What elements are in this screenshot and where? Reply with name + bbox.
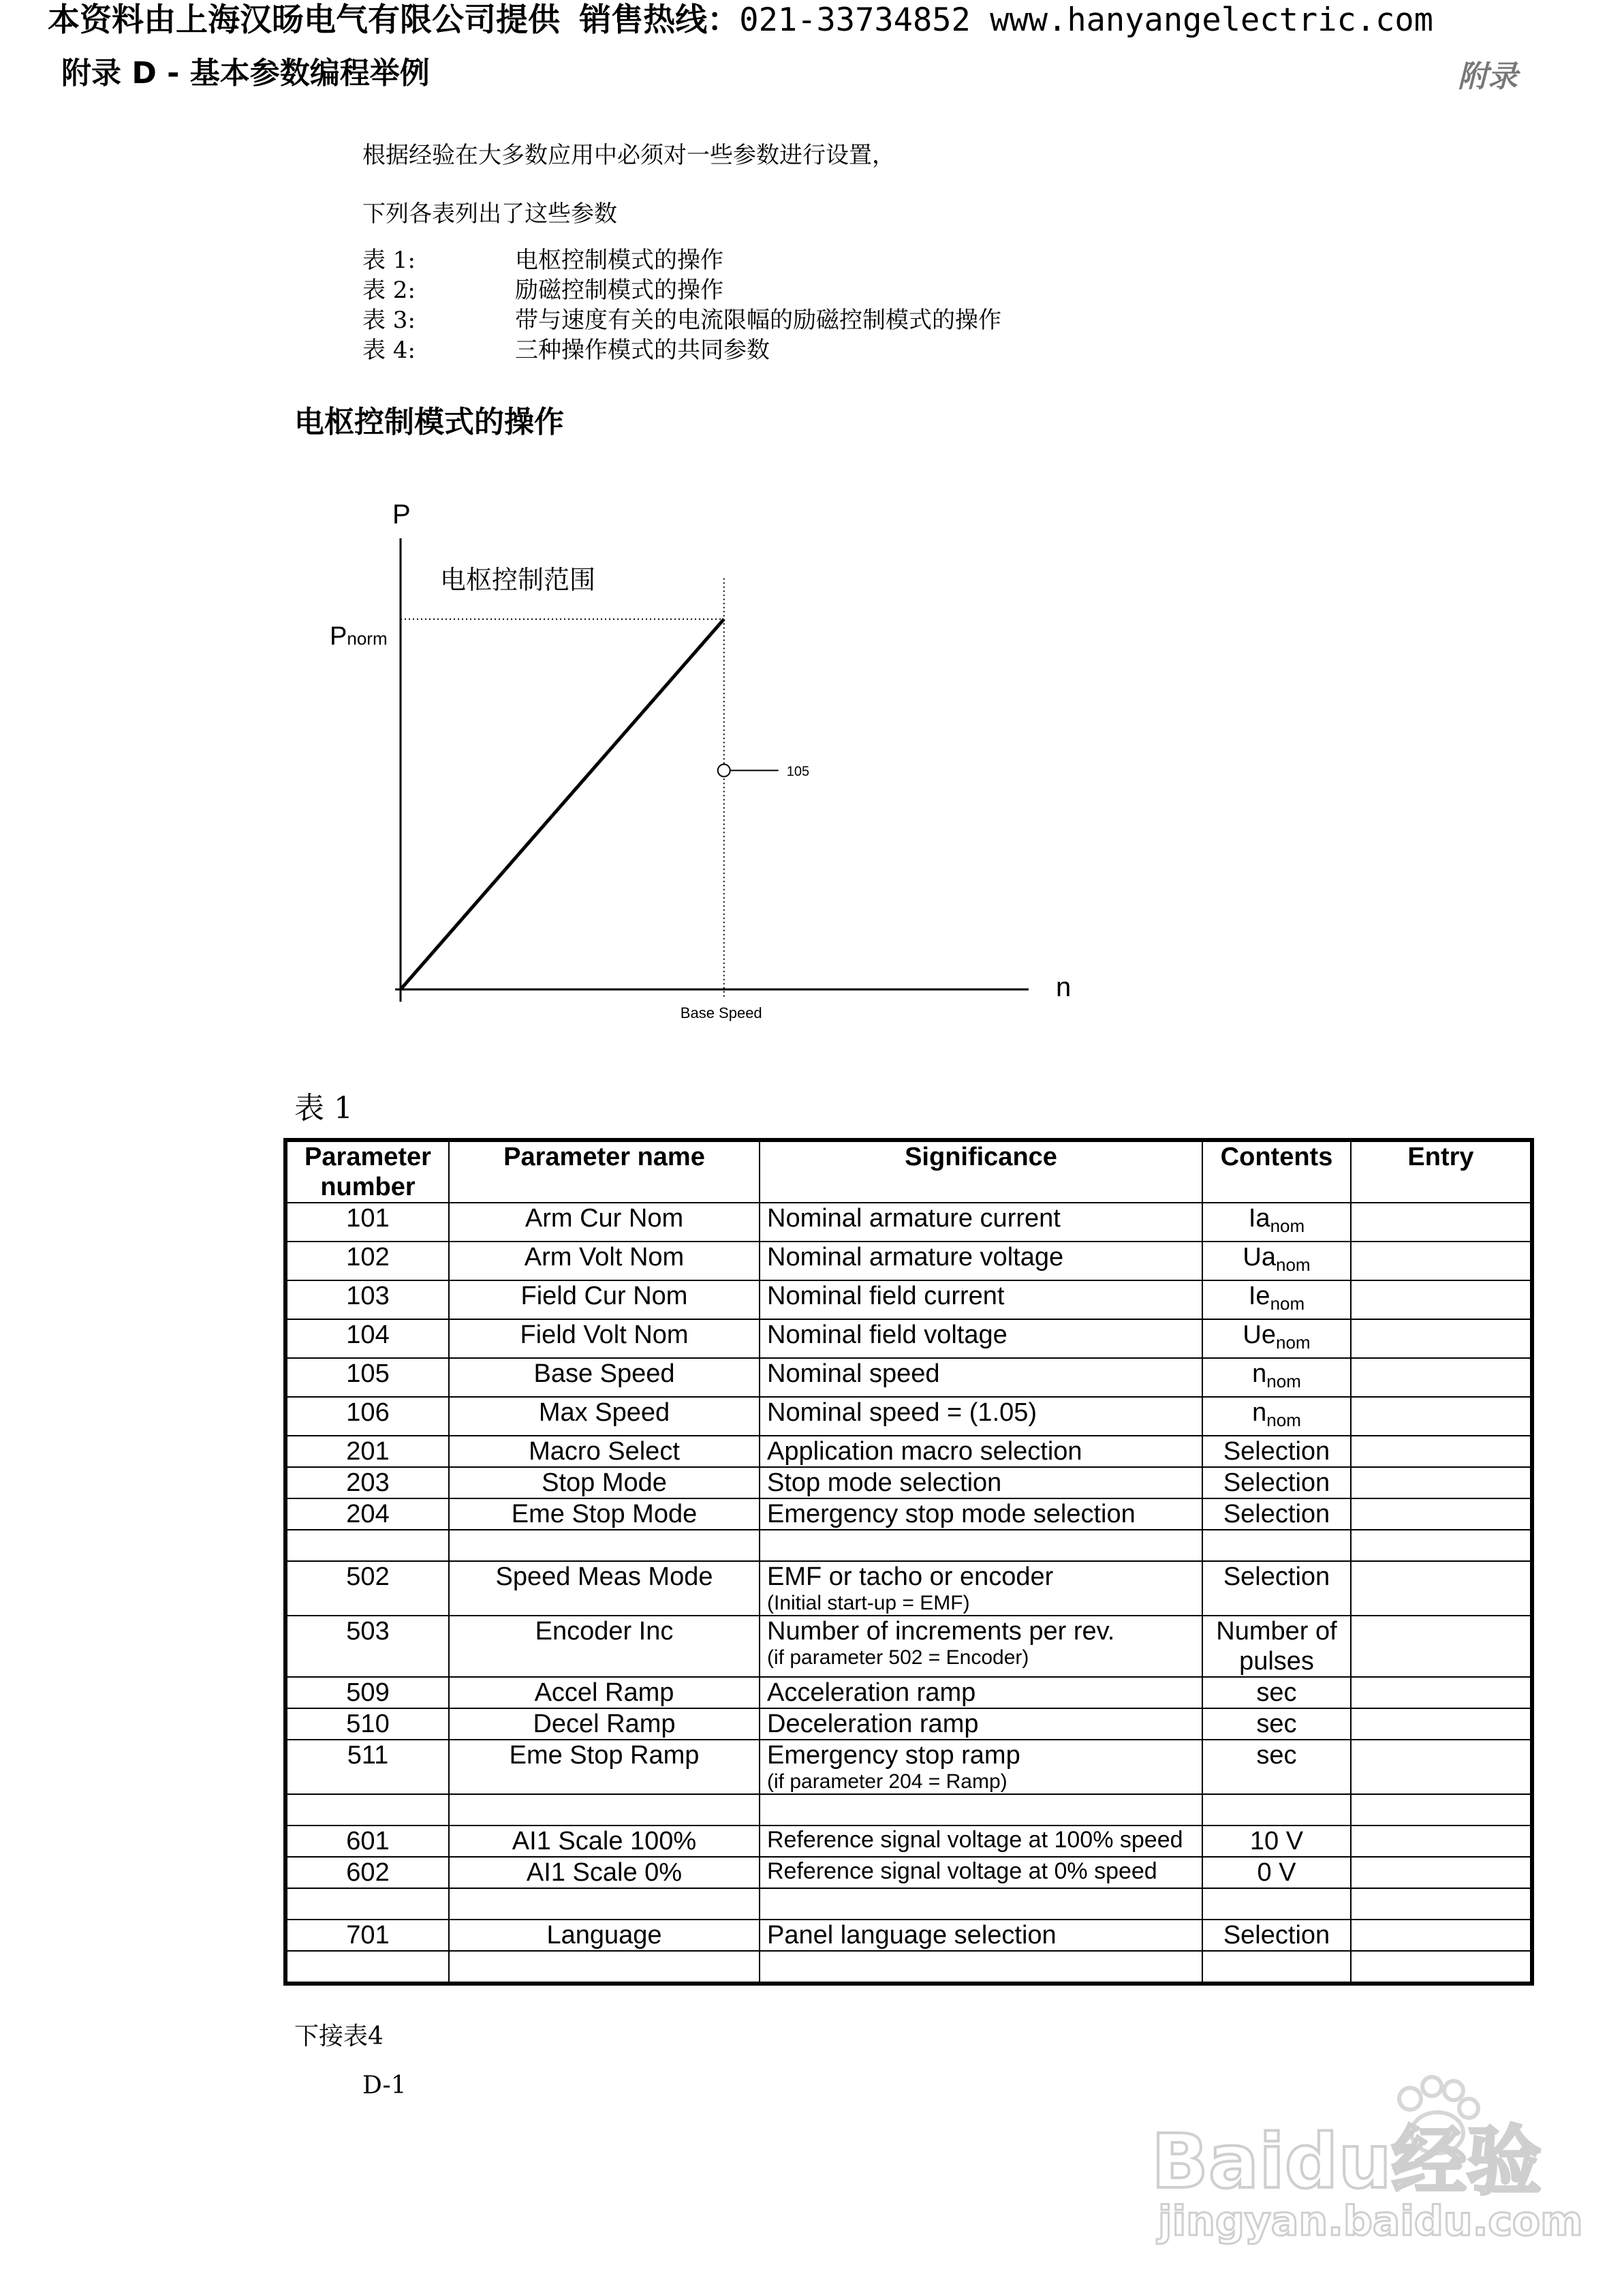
- cell-significance: [760, 1467, 1202, 1498]
- cell-entry[interactable]: [1351, 1397, 1532, 1436]
- cell-entry[interactable]: [1351, 1280, 1532, 1319]
- cell-contents: [1202, 1857, 1351, 1888]
- cell-contents: [1202, 1740, 1351, 1794]
- contents-subscript: nom: [1276, 1332, 1311, 1353]
- contents-text: n: [1252, 1398, 1267, 1427]
- contents-text: 0 V: [1257, 1858, 1296, 1887]
- table-row: [285, 1708, 1532, 1740]
- cell-parameter-number: 503: [285, 1616, 449, 1677]
- empty-cell: [449, 1951, 760, 1984]
- contents-text: n: [1252, 1359, 1267, 1388]
- cell-significance: [760, 1708, 1202, 1740]
- cell-parameter-name: AI1 Scale 100%: [449, 1826, 760, 1857]
- empty-cell: [760, 1888, 1202, 1920]
- cell-significance: [760, 1498, 1202, 1530]
- significance-text: Reference signal voltage at 0% speed: [767, 1858, 1157, 1884]
- empty-cell: [285, 1794, 449, 1826]
- contents-subscript: nom: [1266, 1410, 1301, 1430]
- cell-parameter-name: Decel Ramp: [449, 1708, 760, 1740]
- empty-cell: [449, 1794, 760, 1826]
- empty-cell: [760, 1530, 1202, 1561]
- section-title: 电枢控制模式的操作: [294, 405, 564, 440]
- significance-note: (if parameter 204 = Ramp): [767, 1770, 1008, 1793]
- cell-parameter-number: 602: [285, 1857, 449, 1888]
- empty-cell: [760, 1794, 1202, 1826]
- cell-contents: [1202, 1358, 1351, 1397]
- empty-cell: [285, 1951, 449, 1984]
- cell-parameter-name: Eme Stop Ramp: [449, 1740, 760, 1794]
- cell-significance: [760, 1920, 1202, 1951]
- cell-parameter-name: Eme Stop Mode: [449, 1498, 760, 1530]
- cell-parameter-name: Language: [449, 1920, 760, 1951]
- cell-parameter-name: Arm Volt Nom: [449, 1242, 760, 1280]
- cell-contents: [1202, 1242, 1351, 1280]
- table-row: [285, 1826, 1532, 1857]
- contents-text: 10 V: [1249, 1827, 1304, 1855]
- table-row: [285, 1358, 1532, 1397]
- cell-parameter-name: Base Speed: [449, 1358, 760, 1397]
- continuation-note: 下接表4: [294, 2022, 384, 2050]
- contents-text: Selection: [1223, 1468, 1330, 1497]
- cell-entry[interactable]: [1351, 1857, 1532, 1888]
- contents-subscript: nom: [1276, 1254, 1311, 1275]
- cell-parameter-name: Stop Mode: [449, 1467, 760, 1498]
- cell-parameter-number: 511: [285, 1740, 449, 1794]
- parameter-table: [283, 1138, 1534, 1986]
- cell-entry[interactable]: [1351, 1498, 1532, 1530]
- watermark-brand: Baidu经验: [1151, 2118, 1542, 2205]
- empty-cell: [449, 1888, 760, 1920]
- significance-text: Reference signal voltage at 100% speed: [767, 1827, 1183, 1853]
- contents-subscript: nom: [1270, 1293, 1305, 1314]
- intro-line-1: 根据经验在大多数应用中必须对一些参数进行设置，: [362, 142, 895, 169]
- contents-text: sec: [1256, 1741, 1297, 1770]
- cell-contents: [1202, 1677, 1351, 1708]
- significance-text: Nominal field current: [767, 1282, 1005, 1310]
- cell-parameter-name: Macro Select: [449, 1436, 760, 1467]
- page-number: D-1: [362, 2071, 407, 2099]
- table-row: [285, 1436, 1532, 1467]
- cell-entry[interactable]: [1351, 1467, 1532, 1498]
- table-blank-row: [285, 1888, 1532, 1920]
- empty-cell: [1202, 1888, 1351, 1920]
- y-axis-label: P: [392, 499, 411, 529]
- cell-parameter-number: 510: [285, 1708, 449, 1740]
- intro-line-2: 下列各表列出了这些参数: [362, 200, 617, 228]
- cell-entry[interactable]: [1351, 1358, 1532, 1397]
- contents-text: Selection: [1223, 1562, 1330, 1591]
- cell-significance: [760, 1203, 1202, 1242]
- empty-cell: [1351, 1888, 1532, 1920]
- cell-parameter-name: AI1 Scale 0%: [449, 1857, 760, 1888]
- cell-significance: [760, 1857, 1202, 1888]
- cell-parameter-number: 106: [285, 1397, 449, 1436]
- cell-entry[interactable]: [1351, 1708, 1532, 1740]
- banner-phone: 021-33734852: [739, 1, 971, 39]
- cell-significance: [760, 1677, 1202, 1708]
- list-item: 表 1: 电枢控制模式的操作: [362, 247, 723, 274]
- table-row: [285, 1280, 1532, 1319]
- significance-text: Number of increments per rev.: [767, 1617, 1115, 1646]
- table-row: [285, 1920, 1532, 1951]
- param-105-marker: [718, 765, 730, 777]
- cell-parameter-number: 601: [285, 1826, 449, 1857]
- empty-cell: [1202, 1530, 1351, 1561]
- list-item: 表 3: 带与速度有关的电流限幅的励磁控制模式的操作: [362, 307, 1001, 334]
- header-contents: Contents: [1202, 1140, 1351, 1203]
- cell-parameter-number: 502: [285, 1561, 449, 1616]
- cell-parameter-number: 102: [285, 1242, 449, 1280]
- significance-text: Nominal armature voltage: [767, 1243, 1064, 1272]
- significance-text: Panel language selection: [767, 1921, 1057, 1950]
- contents-text: Selection: [1223, 1437, 1330, 1466]
- cell-significance: [760, 1358, 1202, 1397]
- cell-parameter-name: Speed Meas Mode: [449, 1561, 760, 1616]
- cell-parameter-name: Accel Ramp: [449, 1677, 760, 1708]
- table-row: [285, 1203, 1532, 1242]
- cell-contents: [1202, 1826, 1351, 1857]
- cell-entry[interactable]: [1351, 1203, 1532, 1242]
- empty-cell: [760, 1951, 1202, 1984]
- power-series-line: [401, 619, 724, 989]
- cell-significance: [760, 1280, 1202, 1319]
- param-105-label: 105: [786, 764, 810, 780]
- cell-contents: [1202, 1467, 1351, 1498]
- significance-text: Nominal speed: [767, 1359, 940, 1388]
- cell-significance: [760, 1397, 1202, 1436]
- contents-text: Number of pulses: [1216, 1617, 1337, 1676]
- cell-entry[interactable]: [1351, 1740, 1532, 1794]
- list-item: 表 2: 励磁控制模式的操作: [362, 277, 723, 304]
- contents-text: Ua: [1243, 1243, 1276, 1272]
- empty-cell: [1351, 1951, 1532, 1984]
- table-blank-row: [285, 1794, 1532, 1826]
- list-item: 表 4: 三种操作模式的共同参数: [362, 337, 770, 364]
- chart-title: 电枢控制范围: [440, 565, 596, 595]
- significance-note: (Initial start-up = EMF): [767, 1592, 970, 1614]
- banner-text: 本资料由上海汉旸电气有限公司提供 销售热线：: [48, 1, 740, 39]
- cell-entry[interactable]: [1351, 1826, 1532, 1857]
- cell-contents: [1202, 1397, 1351, 1436]
- significance-text: Acceleration ramp: [767, 1678, 976, 1707]
- significance-text: Stop mode selection: [767, 1468, 1002, 1497]
- cell-significance: [760, 1436, 1202, 1467]
- cell-entry[interactable]: [1351, 1561, 1532, 1616]
- chart-svg: [0, 0, 1624, 1063]
- cell-significance: [760, 1319, 1202, 1358]
- cell-parameter-name: Arm Cur Nom: [449, 1203, 760, 1242]
- cell-contents: [1202, 1203, 1351, 1242]
- banner-website[interactable]: www.hanyangelectric.com: [990, 1, 1433, 39]
- table-blank-row: [285, 1530, 1532, 1561]
- significance-text: Nominal field voltage: [767, 1321, 1008, 1349]
- table-caption: 表 1: [294, 1091, 353, 1126]
- cell-parameter-number: 204: [285, 1498, 449, 1530]
- table-blank-row: [285, 1951, 1532, 1984]
- table-header-row: [285, 1140, 1532, 1203]
- cell-entry[interactable]: [1351, 1920, 1532, 1951]
- cell-entry[interactable]: [1351, 1436, 1532, 1467]
- significance-text: Nominal speed = (1.05): [767, 1398, 1037, 1427]
- contents-text: sec: [1256, 1678, 1297, 1707]
- cell-contents: [1202, 1498, 1351, 1530]
- cell-contents: [1202, 1920, 1351, 1951]
- table-row: [285, 1397, 1532, 1436]
- empty-cell: [1351, 1530, 1532, 1561]
- cell-parameter-number: 105: [285, 1358, 449, 1397]
- watermark-url: jingyan.baidu.com: [1158, 2198, 1583, 2245]
- header-entry: Entry: [1351, 1140, 1532, 1203]
- cell-significance: [760, 1740, 1202, 1794]
- significance-text: EMF or tacho or encoder: [767, 1562, 1054, 1591]
- cell-significance: [760, 1561, 1202, 1616]
- significance-text: Deceleration ramp: [767, 1710, 979, 1738]
- contents-text: Selection: [1223, 1500, 1330, 1528]
- cell-significance: [760, 1242, 1202, 1280]
- empty-cell: [1202, 1951, 1351, 1984]
- cell-parameter-number: 104: [285, 1319, 449, 1358]
- cell-significance: [760, 1826, 1202, 1857]
- header-parameter-number: Parameter number: [285, 1140, 449, 1203]
- empty-cell: [285, 1888, 449, 1920]
- pnorm-label: Pnorm: [330, 622, 388, 651]
- empty-cell: [449, 1530, 760, 1561]
- cell-parameter-name: Field Cur Nom: [449, 1280, 760, 1319]
- empty-cell: [285, 1530, 449, 1561]
- baidu-watermark: [1151, 2071, 1587, 2251]
- cell-parameter-name: Encoder Inc: [449, 1616, 760, 1677]
- significance-text: Emergency stop ramp: [767, 1741, 1020, 1770]
- significance-text: Nominal armature current: [767, 1204, 1061, 1233]
- cell-entry[interactable]: [1351, 1319, 1532, 1358]
- significance-note: (if parameter 502 = Encoder): [767, 1646, 1029, 1669]
- table-row: [285, 1319, 1532, 1358]
- table-row: [285, 1467, 1532, 1498]
- cell-parameter-number: 201: [285, 1436, 449, 1467]
- table-row: [285, 1857, 1532, 1888]
- contents-subscript: nom: [1270, 1216, 1305, 1236]
- table-row: [285, 1561, 1532, 1616]
- cell-entry[interactable]: [1351, 1677, 1532, 1708]
- contents-text: Ue: [1243, 1321, 1276, 1349]
- base-speed-label: Base Speed: [680, 1004, 762, 1021]
- empty-cell: [1351, 1794, 1532, 1826]
- cell-significance: [760, 1616, 1202, 1677]
- cell-parameter-number: 203: [285, 1467, 449, 1498]
- cell-entry[interactable]: [1351, 1616, 1532, 1677]
- significance-text: Emergency stop mode selection: [767, 1500, 1136, 1528]
- cell-entry[interactable]: [1351, 1242, 1532, 1280]
- header-significance: Significance: [760, 1140, 1202, 1203]
- contents-subscript: nom: [1266, 1371, 1301, 1391]
- contents-text: sec: [1256, 1710, 1297, 1738]
- cell-parameter-name: Max Speed: [449, 1397, 760, 1436]
- cell-contents: [1202, 1616, 1351, 1677]
- chart: [0, 0, 1624, 1066]
- table-row: [285, 1677, 1532, 1708]
- x-axis-label: n: [1056, 972, 1072, 1002]
- section-heading: 附录 D - 基本参数编程举例: [61, 56, 430, 91]
- cell-contents: [1202, 1280, 1351, 1319]
- table-row: [285, 1616, 1532, 1677]
- header-parameter-name: Parameter name: [449, 1140, 760, 1203]
- contents-text: Ia: [1248, 1204, 1270, 1233]
- cell-contents: [1202, 1708, 1351, 1740]
- cell-parameter-number: 101: [285, 1203, 449, 1242]
- cell-contents: [1202, 1319, 1351, 1358]
- baidu-watermark-logo: [1151, 2071, 1587, 2249]
- appendix-tag: 附录: [1458, 59, 1518, 94]
- table-row: [285, 1242, 1532, 1280]
- cell-parameter-number: 701: [285, 1920, 449, 1951]
- table-row: [285, 1498, 1532, 1530]
- cell-parameter-name: Field Volt Nom: [449, 1319, 760, 1358]
- cell-contents: [1202, 1436, 1351, 1467]
- table-row: [285, 1740, 1532, 1794]
- cell-contents: [1202, 1561, 1351, 1616]
- contents-text: Ie: [1248, 1282, 1270, 1310]
- significance-text: Application macro selection: [767, 1437, 1082, 1466]
- empty-cell: [1202, 1794, 1351, 1826]
- contents-text: Selection: [1223, 1921, 1330, 1950]
- cell-parameter-number: 103: [285, 1280, 449, 1319]
- cell-parameter-number: 509: [285, 1677, 449, 1708]
